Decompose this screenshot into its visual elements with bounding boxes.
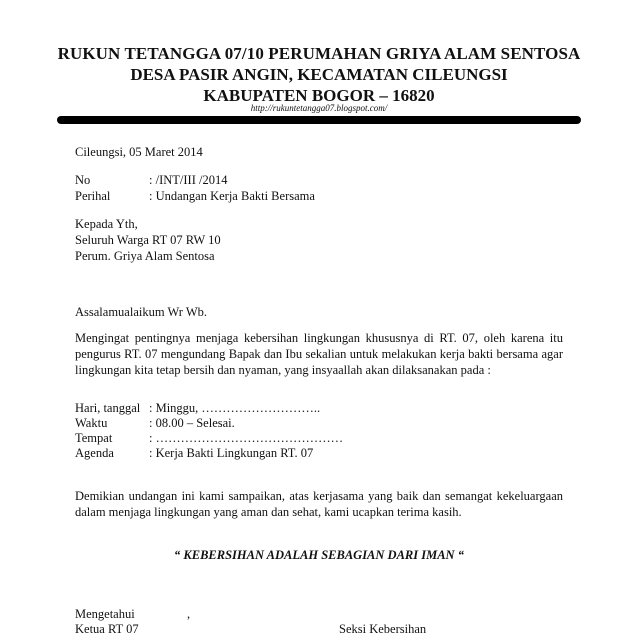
greeting: Assalamualaikum Wr Wb. <box>75 305 207 319</box>
letterhead-line-1: RUKUN TETANGGA 07/10 PERUMAHAN GRIYA ALAM SENTOSA <box>57 44 581 63</box>
recipient-line-1: Kepada Yth, <box>75 217 138 231</box>
detail-label-place: Tempat <box>75 431 113 445</box>
detail-value-time: : 08.00 – Selesai. <box>149 416 235 430</box>
recipient-line-3: Perum. Griya Alam Sentosa <box>75 249 215 263</box>
letterhead-line-3: KABUPATEN BOGOR – 16820 <box>203 86 435 105</box>
letterhead-url[interactable]: http://rukuntetangga07.blogspot.com/ <box>250 103 388 113</box>
cleanliness-section-label: Seksi Kebersihan <box>339 622 427 636</box>
rt-chief-label: Ketua RT 07 <box>75 622 139 636</box>
place-date: Cileungsi, 05 Maret 2014 <box>75 145 203 159</box>
closing-paragraph: Demikian undangan ini kami sampaikan, atas kerjasama yang baik dan semangat kekeluargaan dalam menjaga lingkungan yang aman dan sehat, kami ucapkan terima kasih. <box>75 489 563 519</box>
body-paragraph: Mengingat pentingnya menjaga kebersihan lingkungan khususnya di RT. 07, oleh karena itu pengurus RT. 07 mengundang Bapak dan Ibu sekalian untuk melakukan kerja bakti bersama agar lingkungan kita tetap bersih dan nyaman, yang insyaallah akan dilaksanakan pada : <box>75 331 563 377</box>
detail-label-agenda: Agenda <box>75 446 114 460</box>
detail-label-time: Waktu <box>75 416 108 430</box>
subject-value: : Undangan Kerja Bakti Bersama <box>149 189 315 203</box>
letterhead-line-2: DESA PASIR ANGIN, KECAMATAN CILEUNGSI <box>130 65 508 84</box>
detail-label-day: Hari, tanggal <box>75 401 141 415</box>
letterhead-divider <box>57 116 581 124</box>
detail-value-place: : ……………………………………… <box>149 431 344 445</box>
recipient-line-2: Seluruh Warga RT 07 RW 10 <box>75 233 221 247</box>
detail-value-agenda: : Kerja Bakti Lingkungan RT. 07 <box>149 446 314 460</box>
acknowledged-comma: , <box>187 607 191 621</box>
subject-label: Perihal <box>75 189 111 203</box>
acknowledged-label: Mengetahui <box>75 607 135 621</box>
number-value: : /INT/III /2014 <box>149 173 228 187</box>
motto: “ KEBERSIHAN ADALAH SEBAGIAN DARI IMAN “ <box>174 548 464 562</box>
detail-value-day: : Minggu, ……………………….. <box>149 401 321 415</box>
number-label: No <box>75 173 91 187</box>
